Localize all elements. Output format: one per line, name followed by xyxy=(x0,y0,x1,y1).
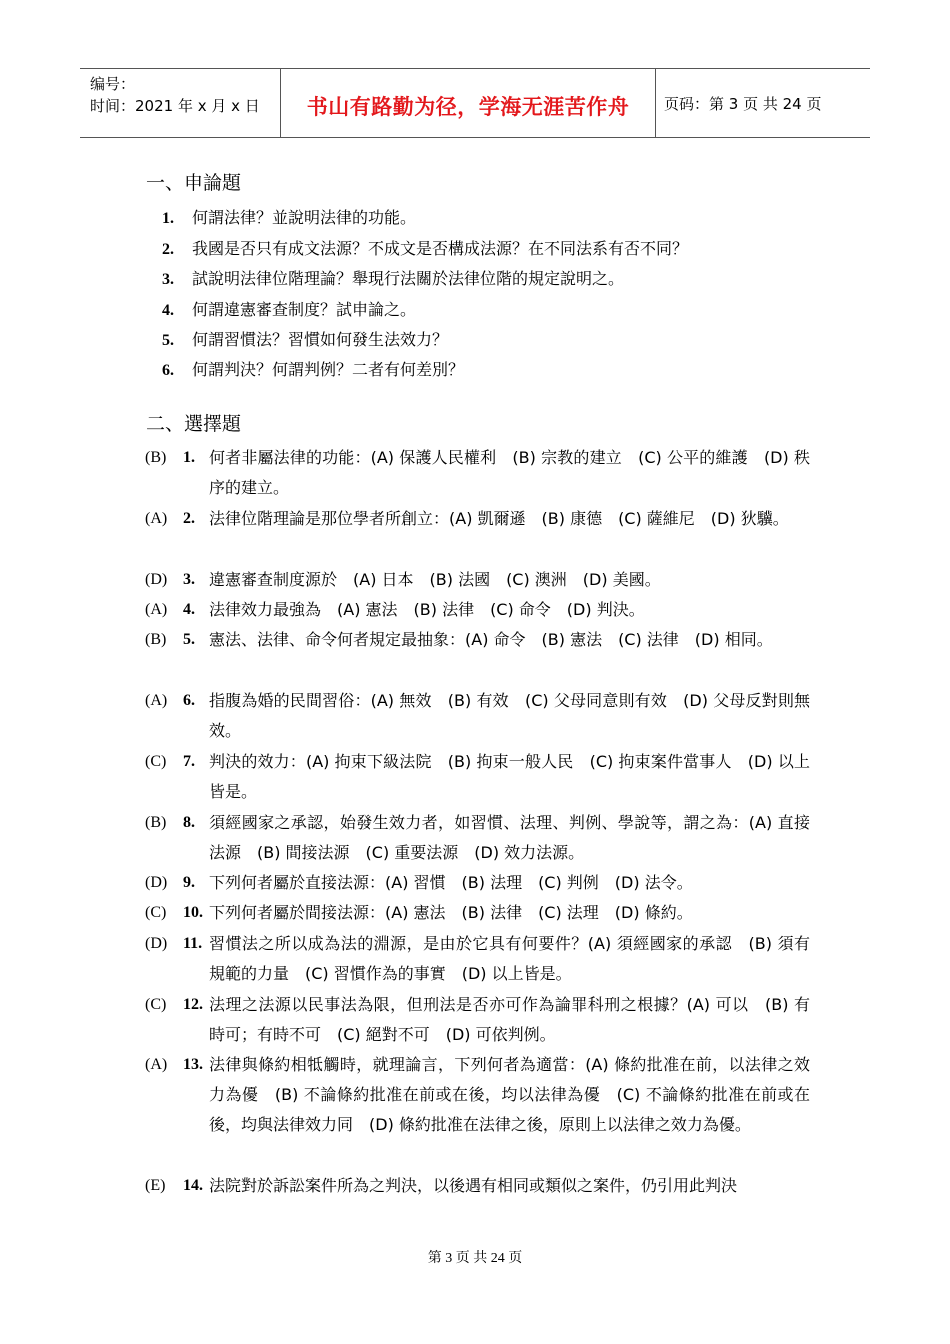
header-motto: 书山有路勤为径，学海无涯苦作舟 xyxy=(306,95,630,119)
choice-question: (D) 9. 下列何者屬於直接法源：(A) 習慣 (B) 法理 (C) 判例 (D) 法令。 xyxy=(145,868,810,898)
essay-question: 2. 我國是否只有成文法源？不成文是否構成法源？在不同法系有否不同？ xyxy=(162,239,689,258)
choice-question: (A) 6. 指腹為婚的民間習俗：(A) 無效 (B) 有效 (C) 父母同意則有效 (D) 父母反對則無效。 xyxy=(145,686,810,746)
header-meta xyxy=(90,73,260,117)
date-label: 时间：2021 年 x 月 x 日 xyxy=(90,97,260,115)
answer-key: (D) xyxy=(145,874,168,891)
choice-question: (B) 5. 憲法、法律、命令何者規定最抽象：(A) 命令 (B) 憲法 (C) 法律 (D) 相同。 xyxy=(145,625,810,655)
answer-key: (A) xyxy=(145,601,168,618)
serial-label: 编号： xyxy=(90,75,136,93)
choice-question: (A) 4. 法律效力最強為 (A) 憲法 (B) 法律 (C) 命令 (D) 判決。 xyxy=(145,595,810,625)
choice-question: (A) 13. 法律與條約相牴觸時，就理論言，下列何者為適當：(A) 條約批准在前，以法律之效力為優 (B) 不論條約批准在前或在後，均以法律為優 (C) 不論條約批准在前或在後，均與法律效力同 (D) 條約批准在法律之後，原則上以法律之效力為優。 xyxy=(145,1050,810,1140)
choice-question: (E) 14. 法院對於訴訟案件所為之判決，以後遇有相同或類似之案件，仍引用此判決 xyxy=(145,1171,810,1201)
answer-key: (A) xyxy=(145,510,168,527)
section-choice-title: 二、選擇題 xyxy=(146,413,242,435)
answer-key: (A) xyxy=(145,1056,168,1073)
choice-question: (B) 1. 何者非屬法律的功能：(A) 保護人民權利 (B) 宗教的建立 (C) 公平的維護 (D) 秩序的建立。 xyxy=(145,443,810,503)
choice-question: (A) 2. 法律位階理論是那位學者所創立：(A) 凱爾遜 (B) 康德 (C) 薩維尼 (D) 狄驥。 xyxy=(145,504,810,534)
choice-question: (C) 7. 判決的效力：(A) 拘束下級法院 (B) 拘束一般人民 (C) 拘束案件當事人 (D) 以上皆是。 xyxy=(145,747,810,807)
choice-question: (B) 8. 須經國家之承認，始發生效力者，如習慣、法理、判例、學說等，謂之為：(A) 直接法源 (B) 間接法源 (C) 重要法源 (D) 效力法源。 xyxy=(145,808,810,868)
essay-question: 1. 何謂法律？並說明法律的功能。 xyxy=(162,208,417,227)
answer-key: (B) xyxy=(145,631,167,648)
page-header xyxy=(80,68,870,138)
answer-key: (C) xyxy=(145,753,167,770)
choice-question: (D) 3. 違憲審查制度源於 (A) 日本 (B) 法國 (C) 澳洲 (D) 美國。 xyxy=(145,565,810,595)
essay-question: 6. 何謂判決？何謂判例？二者有何差別？ xyxy=(162,360,465,379)
header-divider-right xyxy=(655,69,656,137)
essay-question: 3. 試說明法律位階理論？舉現行法關於法律位階的規定說明之。 xyxy=(162,269,625,288)
answer-key: (C) xyxy=(145,904,167,921)
answer-key: (C) xyxy=(145,996,167,1013)
answer-key: (D) xyxy=(145,935,168,952)
header-page-info: 页码：第 3 页 共 24 页 xyxy=(664,95,822,113)
page-footer: 第 3 页 共 24 页 xyxy=(427,1251,523,1266)
answer-key: (B) xyxy=(145,814,167,831)
answer-key: (A) xyxy=(145,692,168,709)
answer-key: (B) xyxy=(145,449,167,466)
choice-question: (C) 12. 法理之法源以民事法為限，但刑法是否亦可作為論罪科刑之根據？(A) 可以 (B) 有時可；有時不可 (C) 絕對不可 (D) 可依判例。 xyxy=(145,990,810,1050)
choice-question: (D) 11. 習慣法之所以成為法的淵源，是由於它具有何要件？(A) 須經國家的承認 (B) 須有規範的力量 (C) 習慣作為的事實 (D) 以上皆是。 xyxy=(145,929,810,989)
choice-question: (C) 10. 下列何者屬於間接法源：(A) 憲法 (B) 法律 (C) 法理 (D) 條約。 xyxy=(145,898,810,928)
section-essay-title: 一、申論題 xyxy=(146,172,242,194)
answer-key: (E) xyxy=(145,1177,166,1194)
answer-key: (D) xyxy=(145,571,168,588)
essay-question: 5. 何謂習慣法？習慣如何發生法效力？ xyxy=(162,330,449,349)
essay-question: 4. 何謂違憲審查制度？試申論之。 xyxy=(162,300,417,319)
